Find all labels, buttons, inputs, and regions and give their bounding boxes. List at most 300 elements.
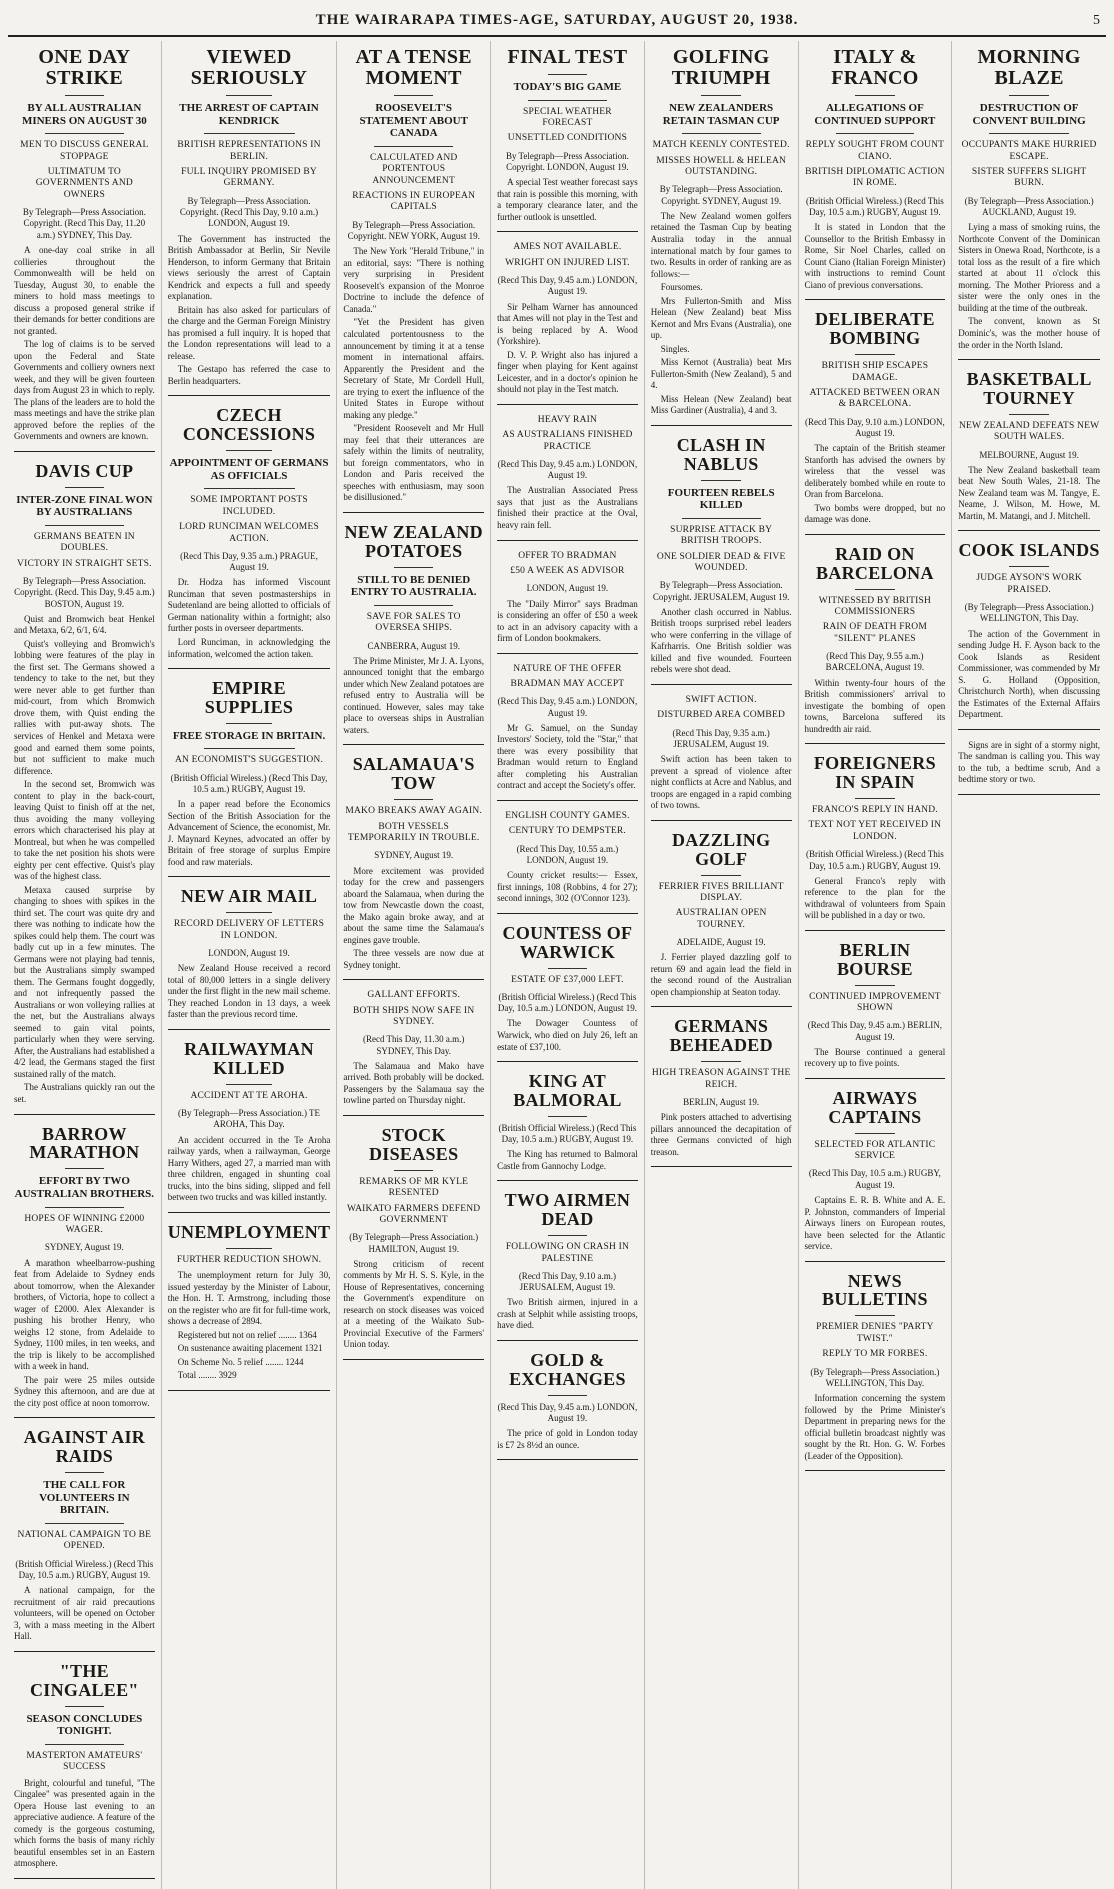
article-byline: (Recd This Day, 9.35 a.m.) PRAGUE, August 19. — [180, 550, 318, 573]
article-divider — [168, 876, 331, 877]
article — [14, 1428, 155, 1652]
article-paragraph: The convent, known as St Dominic's, was the mother house of the order in the North Island. — [958, 316, 1100, 350]
subhead-rule — [45, 1207, 124, 1208]
article-paragraph: Bright, colourful and tuneful, "The Cingalee" was presented again in the Opera House last evening to an appreciative audience. A feature of the comedy is the gorgeous costuming, which forms the basis of many richly beautiful ensembles set in an Eastern atmosphere. — [14, 1777, 155, 1869]
article-subhead: ROOSEVELT'S STATEMENT ABOUT CANADA — [359, 102, 468, 140]
article — [168, 679, 331, 877]
article-headline: RAILWAYMAN KILLED — [184, 1038, 314, 1078]
article — [651, 436, 792, 685]
article-divider — [651, 425, 792, 426]
article — [497, 47, 638, 232]
article-deck: DISTURBED AREA COMBED — [657, 710, 786, 721]
article-deck: REACTIONS IN EUROPEAN CAPITALS — [352, 191, 476, 213]
article-paragraph: Mrs Fullerton-Smith and Miss Helean (New Zealand) beat Miss Kernot and Mrs Evans (Australia), one up. — [650, 295, 792, 341]
article-divider — [805, 1261, 946, 1262]
article-deck: FRANCO'S REPLY IN HAND. — [811, 805, 938, 816]
article-paragraph: A special Test weather forecast says that rain is possible this morning, with a temporary clearance later, and the further outlook is unsettled. — [497, 177, 638, 222]
article-byline: (By Telegraph—Press Association.) TE AROHA, This Day. — [178, 1108, 321, 1130]
article — [14, 462, 155, 1115]
headline-rule — [701, 95, 740, 96]
article-deck: UNSETTLED CONDITIONS — [507, 133, 628, 144]
article-divider — [497, 1340, 638, 1341]
article-headline: CLASH IN NABLUS — [676, 434, 766, 474]
article-headline: COOK ISLANDS — [958, 540, 1100, 561]
article-deck: SISTER SUFFERS SLIGHT BURN. — [971, 167, 1087, 189]
article-paragraph: Singles. — [660, 343, 690, 354]
article-paragraph: Within twenty-four hours of the British commissioners' arrival to investigate the bombing of open towns, Barcelona suffered its hundredth air raid. — [804, 677, 946, 734]
article-byline: (Recd This Day, 10.5 a.m.) RUGBY, August 19. — [808, 1168, 941, 1190]
article — [805, 941, 946, 1079]
article-paragraph: In the second set, Bromwich was content to play in the back-court, leaving Quist to finish off at the net, thus avoiding the many volleying errors which characterised his play at Montreal, but when he was compelled to take the net position his shots were eighty per cent effective. Quist's play was of the highest class. — [14, 779, 155, 882]
article-byline: SYDNEY, August 19. — [44, 1242, 124, 1253]
article — [805, 1089, 946, 1262]
article-paragraph: More excitement was provided today for the crew and passengers aboard the Salamaua, when during the tow from Newcastle down the coast, the Mako again broke away, and at about the same time the Salamaua's engines gave trouble. — [343, 865, 485, 945]
article-subhead: TODAY'S BIG GAME — [513, 81, 622, 93]
article — [651, 1017, 792, 1167]
article — [14, 1125, 155, 1419]
article-byline: By Telegraph—Press Association. Copyright. SYDNEY, August 19. — [659, 184, 783, 206]
article-deck: LORD RUNCIMAN WELCOMES ACTION. — [179, 522, 319, 544]
article-paragraph: Britain has also asked for particulars of the charge and the German Foreign Ministry has promised a full inquiry. It is hoped that the London representations will lead to a release. — [167, 304, 331, 361]
headline-rule — [226, 723, 272, 724]
article-divider — [343, 512, 484, 513]
subhead-rule — [45, 525, 124, 526]
headline-rule — [65, 1706, 104, 1707]
article-headline: BASKETBALL TOURNEY — [966, 369, 1092, 408]
subhead-rule — [45, 133, 124, 134]
article-paragraph: The New York "Herald Tribune," in an editorial, says: "There is nothing very surprising in President Roosevelt's expansion of the Monroe Doctrine to include the defence of Canada." — [343, 246, 485, 314]
article-headline: AGAINST AIR RAIDS — [23, 1427, 146, 1467]
article-paragraph: The captain of the British steamer Stanforth has advised the owners by wireless that the vessel was deliberately bombed while en route to Oran from Barcelona. — [804, 443, 946, 500]
article — [958, 740, 1100, 795]
article — [958, 370, 1100, 531]
article-byline: (British Official Wireless.) (Recd This Day, 10.5 a.m.) RUGBY, August 19. — [805, 195, 944, 218]
article-byline: CANBERRA, August 19. — [367, 640, 460, 651]
article-headline: NEWS BULLETINS — [822, 1270, 928, 1310]
article-divider — [497, 800, 638, 801]
masthead — [8, 8, 1106, 37]
article — [168, 1040, 331, 1213]
article-paragraph: The pair were 25 miles outside Sydney this afternoon, and are due at the city post office at noon tomorrow. — [14, 1374, 155, 1408]
article-deck: AN ECONOMIST'S SUGGESTION. — [174, 755, 324, 766]
article-paragraph: The price of gold in London today is £7 2s 8½d an ounce. — [497, 1428, 638, 1450]
article-paragraph: "Yet the President has given calculated portentousness to the announcement by timing it at a tense moment in international affairs. Apparently the President and the Secretary of State, Mr Cordell Hull, are trying to exert the influence of the United States in Europe without making any pledge." — [343, 317, 485, 420]
article-paragraph: Information concerning the system followed by the Prime Minister's Department in preparing news for the official bulletin broadcast nightly was sought by the Rt. Hon. G. W. Forbes (Leader of the Opposition). — [804, 1393, 946, 1461]
article — [14, 1662, 155, 1879]
article-paragraph: Strong criticism of recent comments by Mr H. S. S. Kyle, in the House of Representatives, concerning the Government's expenditure on research on stock diseases was voiced at a meeting of the Waikato Sub-Provincial Executive of the Farmers' Union today. — [343, 1258, 485, 1350]
article-paragraph: Registered but not on relief ........ 1364 — [177, 1329, 317, 1340]
subhead-rule — [204, 488, 295, 489]
article-paragraph: In a paper read before the Economics Section of the British Association for the Advancement of Science, the economist, Mr. J. Maynard Keynes, advocated an offer by Britain of free storage of surplus Empire food and raw materials. — [167, 799, 331, 867]
article-byline: BERLIN, August 19. — [683, 1097, 760, 1108]
article-deck: BRITISH REPRESENTATIONS IN BERLIN. — [177, 140, 321, 162]
news-column — [799, 41, 953, 1889]
article-deck: MAKO BREAKS AWAY AGAIN. — [345, 806, 483, 817]
article-divider — [805, 930, 946, 931]
news-column — [645, 41, 799, 1889]
article-deck: CONTINUED IMPROVEMENT SHOWN — [809, 991, 941, 1013]
article — [343, 47, 484, 513]
article-divider — [14, 451, 155, 452]
article-headline: FINAL TEST — [507, 46, 628, 68]
article-deck: REMARKS OF MR KYLE RESENTED — [359, 1176, 469, 1199]
article-deck: NEW ZEALAND DEFEATS NEW SOUTH WALES. — [958, 420, 1100, 443]
article-paragraph: Quist and Bromwich beat Henkel and Metaxa, 6/2, 6/1, 6/4. — [14, 613, 155, 636]
article-paragraph: The Dowager Countess of Warwick, who died on July 26, left an estate of £37,100. — [497, 1018, 638, 1052]
article-deck: FOLLOWING ON CRASH IN PALESTINE — [505, 1242, 630, 1264]
article-paragraph: Miss Kernot (Australia) beat Mrs Fullerton-Smith (New Zealand), 5 and 4. — [650, 357, 792, 391]
article-byline: By Telegraph—Press Association. Copyright. JERUSALEM, August 19. — [652, 580, 790, 602]
article-headline: DELIBERATE BOMBING — [815, 309, 935, 349]
article-headline: ONE DAY STRIKE — [38, 46, 131, 89]
article-byline: SYDNEY, August 19. — [374, 850, 454, 861]
article-paragraph: Two bombs were dropped, but no damage was done. — [804, 502, 946, 525]
article-deck: AS AUSTRALIANS FINISHED PRACTICE — [502, 430, 633, 452]
article — [497, 664, 638, 801]
article-byline: (British Official Wireless.) (Recd This Day, 10.5 a.m.) RUGBY, August 19. — [498, 1122, 637, 1145]
article-headline: DAVIS CUP — [35, 460, 134, 481]
article — [497, 1351, 638, 1460]
headline-rule — [855, 354, 894, 355]
article-paragraph: On Scheme No. 5 relief ........ 1244 — [177, 1356, 304, 1367]
article-paragraph: General Franco's reply with reference to the plan for the withdrawal of volunteers from Spain will be published in a day or two. — [804, 875, 946, 921]
article-deck: SPECIAL WEATHER FORECAST — [523, 106, 612, 129]
news-column — [8, 41, 162, 1889]
article-paragraph: A one-day coal strike in all collieries throughout the Commonwealth will be held on Tuesday, August 30, to enable the miners to hold mass meetings to discuss a proposed general strike if their demands for better conditions are not granted. — [14, 244, 155, 336]
article-headline: RAID ON BARCELONA — [816, 543, 934, 583]
article-subhead: ALLEGATIONS OF CONTINUED SUPPORT — [814, 102, 936, 127]
article-byline: (British Official Wireless.) (Recd This Day, 10.5 a.m.) LONDON, August 19. — [497, 991, 637, 1014]
article-deck: CALCULATED AND PORTENTOUS ANNOUNCEMENT — [369, 152, 458, 186]
headline-rule — [226, 1084, 272, 1085]
article-divider — [651, 1006, 792, 1007]
article-divider — [958, 359, 1100, 360]
article-deck: TEXT NOT YET RECEIVED IN LONDON. — [808, 820, 942, 842]
article-deck: CENTURY TO DEMPSTER. — [508, 826, 626, 837]
headline-rule — [548, 1116, 587, 1117]
headline-rule — [855, 985, 894, 986]
article-byline: (By Telegraph—Press Association.) AUCKLAND, August 19. — [964, 195, 1094, 218]
article-headline: FOREIGNERS IN SPAIN — [813, 753, 936, 793]
article-divider — [168, 1029, 331, 1030]
article — [497, 1191, 638, 1341]
article — [497, 1072, 638, 1181]
article-byline: By Telegraph—Press Association. Copyright. LONDON, August 19. — [505, 150, 629, 173]
article-deck: MISSES HOWELL & HELEAN OUTSTANDING. — [656, 155, 787, 178]
page-number: 5 — [1093, 13, 1100, 28]
article-paragraph: Pink posters attached to advertising pillars announced the decapitation of three Germans convicted of high treason. — [650, 1112, 792, 1157]
article-paragraph: The Government has instructed the British Ambassador at Berlin, Sir Nevile Henderson, to inform Germany that Britain views seriously the arrest of Captain Kendrick and expects a full and speedy explanation. — [167, 233, 331, 302]
headline-rule — [701, 1061, 740, 1062]
article — [343, 755, 484, 980]
article-deck: OFFER TO BRADMAN — [518, 550, 617, 561]
article-paragraph: On sustenance awaiting placement 1321 — [177, 1343, 323, 1354]
article-paragraph: The log of claims is to be served upon the Federal and State Governments and colliery owners next week, and they will be given fourteen days from August 23 in which to reply. The plans of the leaders are to hold the mass meetings and have the strike plan approved before the replies of the Governments and owners are known. — [14, 339, 155, 442]
article-deck: FURTHER REDUCTION SHOWN. — [176, 1254, 322, 1265]
article-subhead: NEW ZEALANDERS RETAIN TASMAN CUP — [662, 102, 780, 127]
subhead-rule — [682, 133, 761, 134]
article-deck: MEN TO DISCUSS GENERAL STOPPAGE — [20, 140, 149, 162]
article-divider — [497, 1180, 638, 1181]
article-paragraph: Total ........ 3929 — [177, 1370, 237, 1381]
subhead-rule — [528, 100, 607, 101]
article-byline: (Recd This Day, 9.10 a.m.) JERUSALEM, August 19. — [518, 1270, 617, 1293]
headline-rule — [394, 567, 433, 568]
headline-rule — [855, 1133, 894, 1134]
article-divider — [14, 1114, 155, 1115]
article-headline: "THE CINGALEE" — [30, 1660, 139, 1700]
article — [651, 695, 792, 821]
article-divider — [343, 1115, 484, 1116]
article-paragraph: The New Zealand basketball team beat New South Wales, 21-18. The New Zealand team was M. Tangye, E. Neame, J. Wilson, M. Howe, M. Martin, M. Matangi, and J. Mitchell. — [958, 464, 1100, 521]
news-column — [162, 41, 338, 1889]
article — [343, 1126, 484, 1360]
article-deck: NATIONAL CAMPAIGN TO BE OPENED. — [17, 1530, 152, 1552]
article-deck: HEAVY RAIN — [537, 414, 598, 425]
article-deck: MATCH KEENLY CONTESTED. — [652, 140, 790, 151]
masthead-title: THE WAIRARAPA TIMES-AGE, SATURDAY, AUGUST 20, 1938. — [315, 12, 799, 28]
article-deck: MASTERTON AMATEURS' SUCCESS — [26, 1750, 143, 1773]
news-column — [491, 41, 645, 1889]
column-grid — [8, 41, 1106, 1869]
subhead-rule — [682, 518, 761, 519]
article-byline: (Recd This Day, 9.10 a.m.) LONDON, August 19. — [805, 416, 945, 439]
article — [343, 523, 484, 746]
article-deck: SURPRISE ATTACK BY BRITISH TROOPS. — [670, 524, 773, 547]
article-byline: (By Telegraph—Press Association.) WELLINGTON, This Day. — [810, 1366, 940, 1388]
article-byline: By Telegraph—Press Association. Copyright. (Recd. This Day, 9.45 a.m.) BOSTON, August 19. — [14, 576, 155, 609]
headline-rule — [701, 875, 740, 876]
article-paragraph: Captains E. R. B. White and A. E. P. Johnston, commanders of Imperial Airways liners on European routes, have been selected for the Atlantic service. — [804, 1194, 946, 1252]
article — [958, 47, 1100, 360]
article-paragraph: The three vessels are now due at Sydney tonight. — [343, 948, 485, 970]
article-headline: BERLIN BOURSE — [836, 939, 913, 979]
headline-rule — [226, 1248, 272, 1249]
article-deck: BRITISH DIPLOMATIC ACTION IN ROME. — [805, 167, 945, 189]
headline-rule — [65, 1472, 104, 1473]
article-paragraph: The "Daily Mirror" says Bradman is considering an offer of £50 a week to act in an advisory capacity with a firm of London bookmakers. — [497, 598, 638, 644]
article — [14, 47, 155, 452]
article-divider — [651, 1166, 792, 1167]
article — [497, 415, 638, 541]
article-byline: (By Telegraph—Press Association.) WELLINGTON, This Day. — [964, 602, 1094, 624]
article-byline: MELBOURNE, August 19. — [979, 449, 1079, 460]
article-headline: CZECH CONCESSIONS — [182, 405, 316, 445]
article-paragraph: D. V. P. Wright also has injured a finger when playing for Kent against Leicester, and in a doctor's opinion he should not play in the Test match. — [497, 349, 638, 395]
article-divider — [343, 744, 484, 745]
article — [168, 887, 331, 1030]
article-headline: MORNING BLAZE — [977, 46, 1081, 89]
article — [805, 47, 946, 300]
article-byline: LONDON, August 19. — [526, 583, 609, 594]
article-divider — [343, 1359, 484, 1360]
article-deck: ONE SOLDIER DEAD & FIVE WOUNDED. — [656, 551, 786, 573]
article-subhead: FREE STORAGE IN BRITAIN. — [172, 729, 326, 742]
article — [497, 242, 638, 404]
article-byline: (Recd This Day, 9.55 a.m.) BARCELONA, August 19. — [825, 651, 925, 673]
article-divider — [958, 530, 1100, 531]
article-subhead: APPOINTMENT OF GERMANS AS OFFICIALS — [169, 457, 329, 482]
article-paragraph: The Salamaua and Mako have arrived. Both probably will be docked. Passengers by the Salamaua say the towline parted on Thursday night. — [343, 1060, 485, 1106]
article-byline: (British Official Wireless.) (Recd This Day, 10.5 a.m.) RUGBY, August 19. — [805, 849, 944, 871]
article — [168, 1223, 331, 1391]
article-divider — [805, 1078, 946, 1079]
article-subhead: THE ARREST OF CAPTAIN KENDRICK — [179, 102, 319, 127]
subhead-rule — [204, 133, 295, 134]
article-paragraph: The Australian Associated Press says that just as the Australians finished their practice at the Oval, heavy rain fell. — [497, 485, 638, 530]
headline-rule — [548, 968, 587, 969]
article-paragraph: "President Roosevelt and Mr Hull may feel that their utterances are safely within the limits of neutrality, but foreign commentators, who in London and Paris received the speeches with enthusiasm, may soon be disillusioned." — [343, 423, 485, 503]
article-divider — [651, 684, 792, 685]
article-divider — [168, 1212, 331, 1213]
article — [805, 754, 946, 931]
article-deck: PREMIER DENIES "PARTY TWIST." — [816, 1322, 934, 1344]
article-paragraph: Metaxa caused surprise by changing to shoes with spikes in the third set. The court was quite dry and there was nothing to indicate how the spikes could help them. The court was badly cut up in a few minutes. The Germans were not playing bad tennis, but the Australians simply swamped them. The Germans fought doggedly, and not infrequently passed the Australians or won volleying rallies at the net, but the Australians always seemed to gain vital points, particularly when they were serving. After, the Australians had established a 4/2 lead, the Germans staged the first sustained rally of the match. — [14, 884, 155, 1079]
article-deck: BOTH SHIPS NOW SAFE IN SYDNEY. — [352, 1005, 475, 1028]
article-headline: BARROW MARATHON — [29, 1123, 140, 1163]
article-deck: GERMANS BEATEN IN DOUBLES. — [33, 531, 135, 554]
article-deck: WRIGHT ON INJURED LIST. — [505, 257, 630, 268]
headline-rule — [65, 1168, 104, 1169]
headline-rule — [394, 1170, 433, 1171]
news-column — [337, 41, 491, 1889]
article-deck: WITNESSED BY BRITISH COMMISSIONERS — [818, 595, 932, 618]
article — [343, 990, 484, 1116]
headline-rule — [548, 74, 587, 75]
article-deck: FULL INQUIRY PROMISED BY GERMANY. — [181, 167, 317, 189]
headline-rule — [1009, 95, 1049, 96]
article-deck: AUSTRALIAN OPEN TOURNEY. — [675, 908, 767, 930]
article-headline: VIEWED SERIOUSLY — [190, 46, 308, 89]
subhead-rule — [204, 748, 295, 749]
headline-rule — [701, 480, 740, 481]
article-deck: REPLY TO MR FORBES. — [822, 1349, 928, 1360]
article-headline: STOCK DISEASES — [368, 1125, 459, 1164]
article-byline: (Recd This Day, 11.30 a.m.) SYDNEY, This Day. — [362, 1034, 465, 1056]
headline-rule — [65, 487, 104, 488]
article-deck: SOME IMPORTANT POSTS INCLUDED. — [190, 495, 308, 517]
headline-rule — [226, 95, 272, 96]
article-deck: ULTIMATUM TO GOVERNMENTS AND OWNERS — [35, 167, 133, 200]
article-deck: SWIFT ACTION. — [685, 694, 757, 705]
article-deck: ENGLISH COUNTY GAMES. — [505, 810, 630, 821]
article-deck: RECORD DELIVERY OF LETTERS IN LONDON. — [173, 919, 325, 941]
article-divider — [805, 1470, 946, 1471]
article-divider — [958, 729, 1100, 730]
article-divider — [14, 1651, 155, 1652]
article-deck: £50 A WEEK AS ADVISOR — [510, 565, 625, 576]
article-paragraph: New Zealand House received a record total of 80,000 letters in a single delivery under the first flight in the new mail scheme. They reached London in 13 days, a week faster than the previous record time. — [167, 963, 331, 1020]
article-divider — [14, 1878, 155, 1879]
article — [497, 924, 638, 1062]
article-paragraph: Swift action has been taken to prevent a spread of violence after night conflicts at Acre and Nablus, and troops are engaged in a rapid combing of two towns. — [650, 754, 792, 811]
article-divider — [343, 979, 484, 980]
article — [651, 831, 792, 1008]
article-paragraph: It is stated in London that the Counsellor to the British Embassy in Rome, Sir Noel Charles, called on Count Ciano (Italian Foreign Minister) with instructions to remind Count Ciano of previous conversations. — [804, 222, 946, 290]
article-paragraph: Sir Pelham Warner has announced that Ames will not play in the Test and is being replaced by A. Wood (Yorkshire). — [497, 301, 638, 347]
subhead-rule — [45, 1744, 124, 1745]
headline-rule — [548, 1235, 587, 1236]
article-deck: ESTATE OF £37,000 LEFT. — [511, 974, 624, 985]
article — [497, 811, 638, 914]
article-paragraph: The Bourse continued a general recovery up to five points. — [804, 1046, 946, 1069]
article-paragraph: The Australians quickly ran out the set. — [14, 1082, 155, 1104]
article-headline: GERMANS BEHEADED — [669, 1016, 773, 1056]
subhead-rule — [374, 605, 453, 606]
headline-rule — [65, 95, 104, 96]
article-divider — [168, 668, 331, 669]
article-byline: By Telegraph—Press Association. Copyright. NEW YORK, August 19. — [347, 219, 480, 242]
subhead-rule — [989, 133, 1068, 134]
article-deck: JUDGE AYSON'S WORK PRAISED. — [976, 573, 1082, 595]
article-byline: (Recd This Day, 9.45 a.m.) LONDON, August 19. — [497, 696, 638, 718]
article-paragraph: Signs are in sight of a stormy night, The sandman is calling you. This way to the tub, a bedtime scrub, And a bedtime story or two. — [958, 739, 1100, 785]
article-subhead: DESTRUCTION OF CONVENT BUILDING — [972, 102, 1086, 127]
article-deck: BRITISH SHIP ESCAPES DAMAGE. — [821, 361, 929, 383]
article-paragraph: The unemployment return for July 30, issued yesterday by the Minister of Labour, the Hon. H. T. Armstrong, including those on the register who are fit for full-time work, shows a decrease of 2894. — [167, 1269, 331, 1327]
article-deck: SELECTED FOR ATLANTIC SERVICE — [814, 1139, 936, 1162]
article-byline: (British Official Wireless.) (Recd This Day, 10.5 a.m.) RUGBY, August 19. — [170, 772, 328, 795]
article-deck: HOPES OF WINNING £2000 WAGER. — [24, 1213, 145, 1235]
article — [805, 1272, 946, 1472]
article-headline: AIRWAYS CAPTAINS — [828, 1087, 922, 1127]
article-divider — [805, 534, 946, 535]
article-paragraph: Miss Helean (New Zealand) beat Miss Gardiner (Australia), 4 and 3. — [650, 393, 792, 416]
article-divider — [168, 395, 331, 396]
article-deck: ACCIDENT AT TE AROHA. — [190, 1090, 308, 1101]
article-deck: HIGH TREASON AGAINST THE REICH. — [651, 1068, 791, 1090]
article-headline: NEW AIR MAIL — [180, 886, 318, 907]
article — [958, 541, 1100, 729]
article-divider — [497, 404, 638, 405]
article-divider — [497, 231, 638, 232]
headline-rule — [1009, 414, 1049, 415]
article-paragraph: Two British airmen, injured in a crash at Selphit while assisting troops, have died. — [497, 1297, 638, 1331]
article-paragraph: J. Ferrier played dazzling golf to return 69 and again lead the field in the second round of the Australian open championship at Seaton today. — [650, 952, 792, 997]
article-byline: ADELAIDE, August 19. — [676, 937, 766, 948]
article-headline: GOLFING TRIUMPH — [671, 46, 771, 89]
article-deck: OCCUPANTS MAKE HURRIED ESCAPE. — [961, 140, 1097, 162]
article-deck: SAVE FOR SALES TO OVERSEA SHIPS. — [366, 611, 461, 634]
headline-rule — [1009, 566, 1049, 567]
article-headline: COUNTESS OF WARWICK — [502, 922, 633, 962]
article-divider — [651, 820, 792, 821]
article-divider — [497, 913, 638, 914]
article-subhead: THE CALL FOR VOLUNTEERS IN BRITAIN. — [39, 1479, 130, 1517]
article — [805, 310, 946, 534]
article-deck: GALLANT EFFORTS. — [367, 990, 461, 1001]
subhead-rule — [836, 133, 915, 134]
article-paragraph: Quist's volleying and Bromwich's lobbing were features of the play in the first set. The Germans showed a tendency to take to the net, but they were never able to get further than mid-court, from which Bromwich drove them, with Quist ending the rallies with put-away shots. The services of Henkel and Metaxa were good and earned them some points, but not sufficient to make much difference. — [14, 638, 155, 776]
article-headline: GOLD & EXCHANGES — [509, 1349, 626, 1389]
headline-rule — [226, 912, 272, 913]
article — [651, 47, 792, 426]
headline-rule — [855, 95, 894, 96]
headline-rule — [226, 450, 272, 451]
article-divider — [14, 1417, 155, 1418]
article — [805, 545, 946, 744]
article-paragraph: The Gestapo has referred the case to Berlin headquarters. — [167, 364, 331, 386]
headline-rule — [394, 799, 433, 800]
headline-rule — [548, 1395, 587, 1396]
article-subhead: STILL TO BE DENIED ENTRY TO AUSTRALIA. — [350, 573, 477, 599]
article-deck: NATURE OF THE OFFER — [513, 663, 622, 674]
article-subhead: EFFORT BY TWO AUSTRALIAN BROTHERS. — [14, 1175, 155, 1200]
article-paragraph: Another clash occurred in Nablus. British troops surprised rebel leaders who were conferring in the village of Kafrharris. One British soldier was killed and five wounded. Fourteen rebels were shot dead. — [650, 606, 792, 675]
article-paragraph: The King has returned to Balmoral Castle from Gannochy Lodge. — [497, 1149, 638, 1171]
article — [497, 551, 638, 654]
article-headline: KING AT BALMORAL — [513, 1071, 622, 1110]
